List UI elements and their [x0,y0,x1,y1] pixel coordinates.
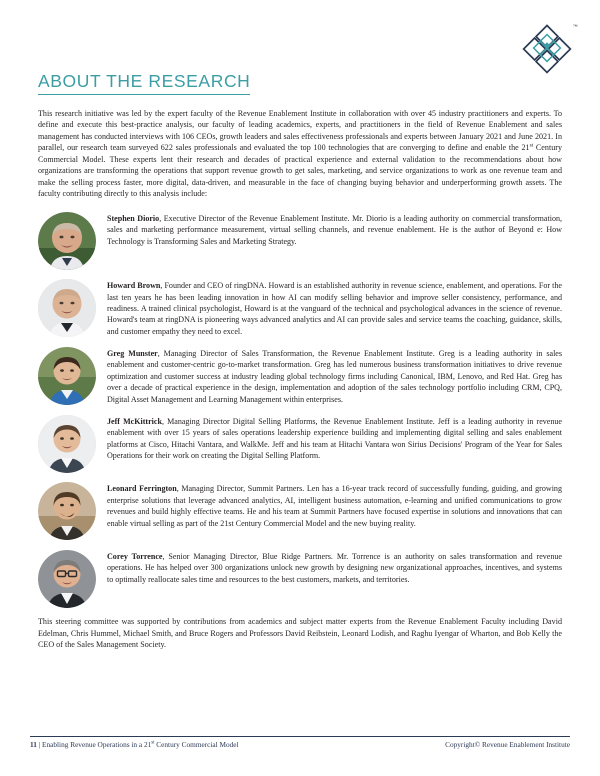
greg-munster-photo [38,347,96,405]
bio-text [107,549,562,585]
bio-name: Greg Munster [107,348,158,358]
stephen-diorio-photo [38,212,96,270]
bio-name: Jeff McKittrick [107,416,162,426]
bio-text [107,346,562,405]
list-item [38,549,562,608]
bio-text [107,278,562,337]
list-item [38,414,562,473]
howard-brown-photo [38,279,96,337]
footer-divider [30,736,570,737]
page-title: ABOUT THE RESEARCH [38,72,250,95]
bio-name: Corey Torrence [107,551,163,561]
bio-description: , Managing Director, Summit Partners. Len has a 16-year track record of successfully funding, guiding, and growing enterprise solutions that leverage advanced analytics, AI, intelligent business automation, e-learning and unified communications to grow revenues and build highly effective teams. He and his team at Summit Partners have focused expertise in solutions and innovations that can enable virtual selling as part of the 21st Century Commercial Model and the new buying reality. [107,484,562,528]
page-number: 11 [30,740,37,749]
bio-description: , Senior Managing Director, Blue Ridge Partners. Mr. Torrence is an authority on sales transformation and revenue operations. He has helped over 300 organizations unlock new growth by designing new organizational approaches, incentives, and systems to optimally reallocate sales time and resources to the best customers, markets, and territories. [107,551,562,584]
jeff-mckittrick-photo [38,415,96,473]
trademark-symbol: ™ [572,24,578,30]
corey-torrence-photo [38,550,96,608]
list-item [38,346,562,405]
bio-text [107,481,562,529]
bio-name: Leonard Ferrington [107,484,177,494]
list-item [38,211,562,270]
intro-paragraph: This research initiative was led by the expert faculty of the Revenue Enablement Institute in collaboration with over 45 industry practitioners and experts. To define and execute this best-practice analysis, our faculty of leading academics, experts, and practitioners in the field of Revenue Enablement and sales management has conducted interviews with 106 CEOs, growth leaders and sales effectiveness professionals and experts between January 2021 and June 2021. In parallel, our research team surveyed 622 sales professionals and evaluated the top 100 technologies that are converging to define and enable the 21st Century Commercial Model. These experts lent their research and decades of practical experience and external validation to the recommendations about how organizations are transforming the operations that support revenue growth to get sales, marketing, and service organizations to work as one revenue team and make the selling process faster, more digital, data-driven, and measurable in the face of changing buying behavior and underperforming growth assets. The faculty contributing directly to this analysis include: [38,109,562,199]
footer-title: Enabling Revenue Operations in a 21st Century Commercial Model [42,740,239,749]
main-content [38,108,562,651]
faculty-bio-list [38,211,562,608]
bio-description: , Managing Director of Sales Transformation, the Revenue Enablement Institute. Greg is a leading authority in sales enablement and customer-centric go-to-market transformation. Greg has led numerous business transformation initiatives to drive revenue optimization and customer success at industry leading global technology firms including Canonical, IBM, Lenovo, and Red Hat. Greg has over a decade of practical experience in the design, implementation and adoption of the sales technology portfolio including CRM, CPQ, Digital Asset Management and Learning Management within enterprises. [107,348,563,404]
footer-left [30,740,239,750]
leonard-ferrington-photo [38,482,96,540]
bio-name: Howard Brown [107,281,161,291]
bio-description: , Managing Director Digital Selling Platforms, the Revenue Enablement Institute. Jeff is a leading authority in revenue enablement with over 15 years of sales operations leadership experience building and implementing digital selling and sales enablement platforms at Cisco, Hitachi Vantara, and WalkMe. Jeff and his team at Hitachi Vantara won Sirius Decisions' Program of the Year for Sales Operations for their work on creating the Digital Selling Platform. [107,416,562,461]
footer-copyright: Copyright© Revenue Enablement Institute [445,740,570,749]
bio-text [107,414,562,462]
list-item [38,481,562,540]
page-footer [30,736,570,751]
footer-separator: | [38,740,41,749]
revenue-enablement-institute-logo [516,22,578,80]
bio-name: Stephen Diorio [107,213,160,223]
list-item [38,278,562,337]
bio-description: , Executive Director of the Revenue Enablement Institute. Mr. Diorio is a leading authority on commercial transformation, sales and marketing performance measurement, virtual selling channels, and revenue enablement. He is the author of Beyond e: How Technology is Transforming Sales and Marketing Strategy. [107,213,562,246]
bio-text [107,211,562,247]
closing-paragraph: This steering committee was supported by contributions from academics and subject matter experts from the Revenue Enablement Faculty including David Edelman, Chris Hummel, Michael Smith, and Bruce Rogers and Professors David Reibstein, Leonard Lodish, and Raghu Iyengar of Wharton, and Bob Kelly the CEO of the Sales Management Society. [38,617,562,650]
bio-description: , Founder and CEO of ringDNA. Howard is an established authority in revenue science, enablement, and operations. For the last ten years he has been leading innovation in how AI can modify selling behavior and improve seller consistency, performance, and readiness. A trained clinical psychologist, Howard is at the vanguard of the technical and psychological advances in the science of revenue. Howard's team at ringDNA is pioneering ways advanced analytics and AI can provide sales and service teams the coaching, guidance, skills, and customer empathy they need to excel. [107,281,562,336]
